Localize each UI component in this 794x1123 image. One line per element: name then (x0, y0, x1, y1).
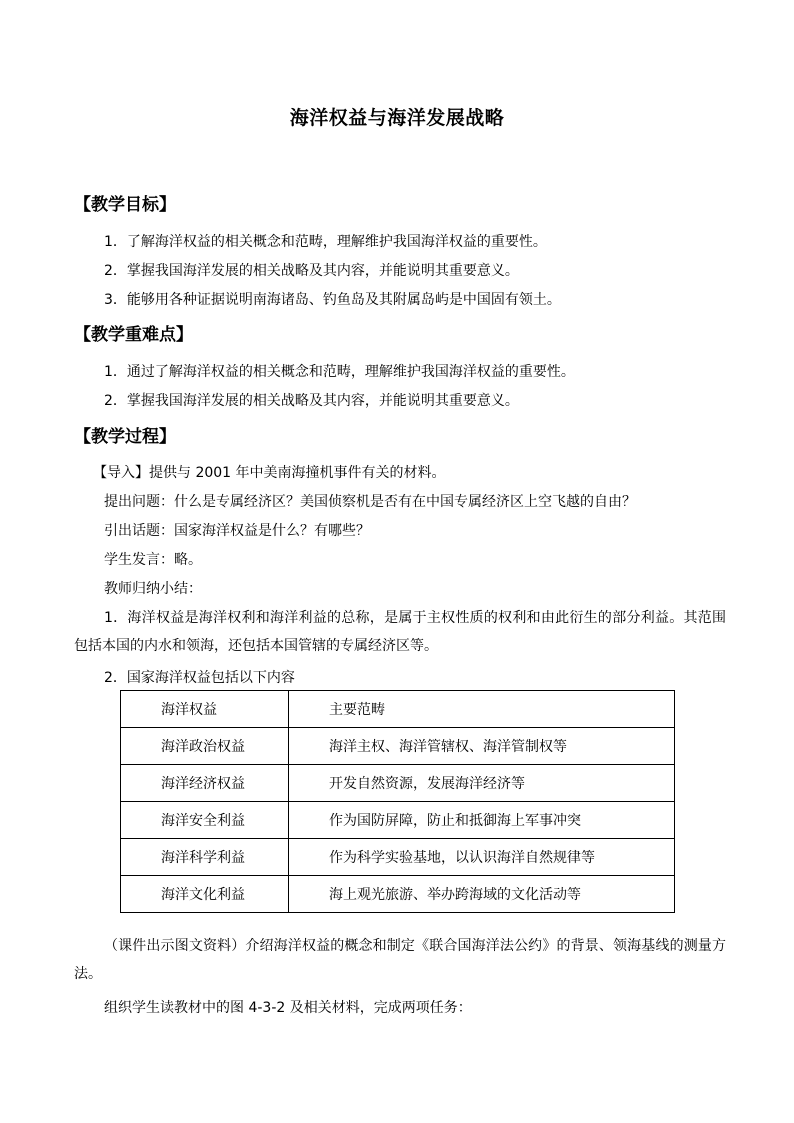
table-row (121, 691, 675, 728)
paragraph-rights-definition: 1．海洋权益是海洋权利和海洋利益的总称，是属于主权性质的权利和由此衍生的部分利益。其范围包括本国的内水和领海，还包括本国管辖的专属经济区等。 (74, 610, 726, 654)
goals-heading: 【教学目标】 (74, 195, 176, 215)
table-intro-line: 2．国家海洋权益包括以下内容 (104, 670, 295, 686)
table-cell: 开发自然资源，发展海洋经济等 (289, 765, 675, 802)
table-row (121, 802, 675, 839)
paragraph-courseware: （课件出示图文资料）介绍海洋权益的概念和制定《联合国海洋法公约》的背景、领海基线的测量方法。 (74, 938, 726, 982)
table-cell: 海洋科学利益 (121, 839, 289, 876)
topic-line: 引出话题：国家海洋权益是什么？有哪些？ (104, 523, 370, 539)
table-cell: 海洋文化利益 (121, 876, 289, 913)
table-cell: 海洋政治权益 (121, 728, 289, 765)
question-line: 提出问题：什么是专属经济区？美国侦察机是否有在中国专属经济区上空飞越的自由？ (104, 494, 636, 510)
goal-item: 2．掌握我国海洋发展的相关战略及其内容，并能说明其重要意义。 (104, 263, 519, 279)
summary-line: 教师归纳小结： (104, 581, 202, 597)
goal-item: 1．了解海洋权益的相关概念和范畴，理解维护我国海洋权益的重要性。 (104, 234, 547, 250)
table-row (121, 876, 675, 913)
table-cell: 主要范畴 (289, 691, 675, 728)
intro-line: 【导入】提供与 2001 年中美南海撞机事件有关的材料。 (93, 465, 446, 481)
rights-table (120, 690, 675, 913)
table-cell: 海上观光旅游、举办跨海域的文化活动等 (289, 876, 675, 913)
table-cell: 海洋权益 (121, 691, 289, 728)
table-row (121, 765, 675, 802)
task-line: 组织学生读教材中的图 4-3-2 及相关材料，完成两项任务： (104, 1000, 472, 1016)
student-line: 学生发言：略。 (104, 552, 202, 568)
table-cell: 海洋主权、海洋管辖权、海洋管制权等 (289, 728, 675, 765)
goal-item: 3．能够用各种证据说明南海诸岛、钓鱼岛及其附属岛屿是中国固有领土。 (104, 292, 561, 308)
table-cell: 作为国防屏障，防止和抵御海上军事冲突 (289, 802, 675, 839)
table-row (121, 728, 675, 765)
keypoints-heading: 【教学重难点】 (74, 325, 193, 345)
table-cell: 海洋安全利益 (121, 802, 289, 839)
keypoint-item: 1．通过了解海洋权益的相关概念和范畴，理解维护我国海洋权益的重要性。 (104, 364, 575, 380)
table-cell: 作为科学实验基地，以认识海洋自然规律等 (289, 839, 675, 876)
page-title: 海洋权益与海洋发展战略 (289, 107, 505, 129)
table-cell: 海洋经济权益 (121, 765, 289, 802)
table-row (121, 839, 675, 876)
process-heading: 【教学过程】 (74, 427, 176, 447)
keypoint-item: 2．掌握我国海洋发展的相关战略及其内容，并能说明其重要意义。 (104, 393, 519, 409)
